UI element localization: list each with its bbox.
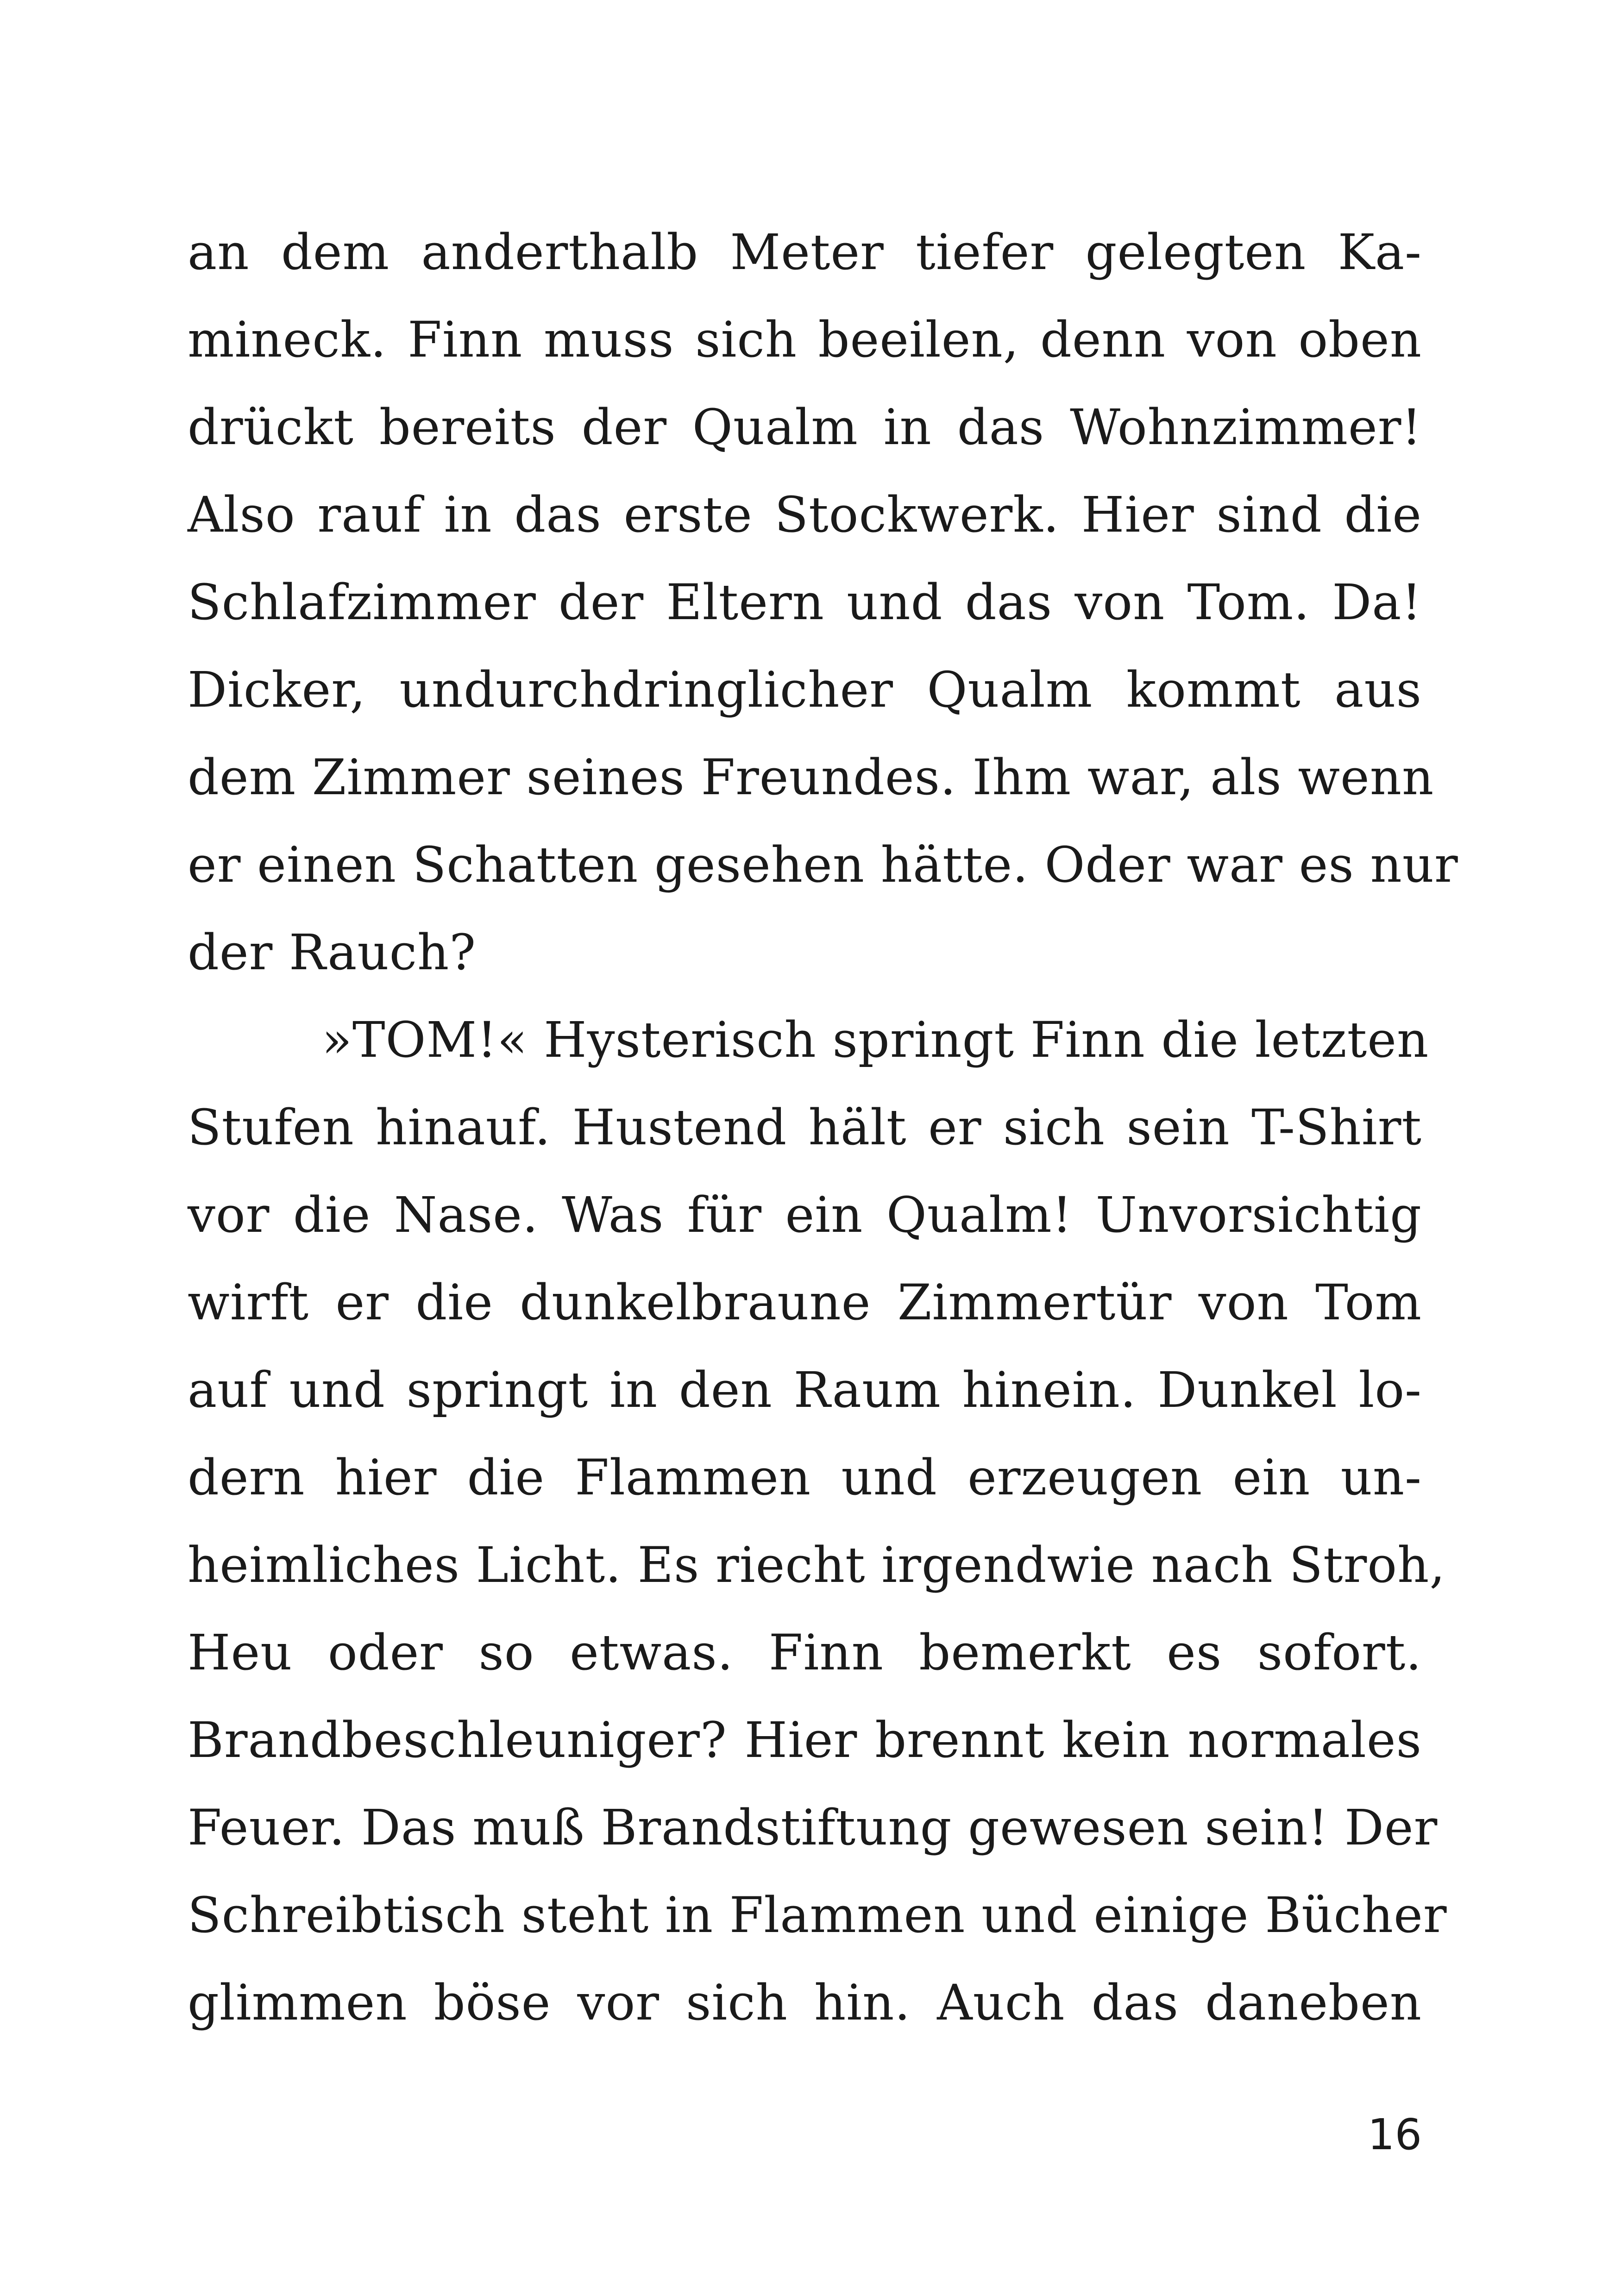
text-line: vor die Nase. Was für ein Qualm! Unvorsichtig: [188, 1186, 1422, 1243]
text-line: heimliches Licht. Es riecht irgendwie nach Stroh,: [188, 1537, 1446, 1593]
text-line: Also rauf in das erste Stockwerk. Hier sind die: [188, 486, 1422, 543]
text-line: Brandbeschleuniger? Hier brennt kein normales: [188, 1712, 1422, 1769]
text-line: auf und springt in den Raum hinein. Dunkel lo-: [188, 1361, 1422, 1418]
text-line: Feuer. Das muß Brandstiftung gewesen sein! Der: [188, 1799, 1438, 1856]
body-text: [188, 208, 1458, 2046]
text-line: Schlafzimmer der Eltern und das von Tom. Da!: [188, 574, 1422, 631]
text-line: »TOM!« Hysterisch springt Finn die letzten: [322, 1011, 1429, 1068]
text-line: wirft er die dunkelbraune Zimmertür von Tom: [188, 1274, 1422, 1331]
text-line: er einen Schatten gesehen hätte. Oder war es nur: [188, 836, 1458, 893]
text-line: dem Zimmer seines Freundes. Ihm war, als wenn: [188, 749, 1434, 806]
text-line: Schreibtisch steht in Flammen und einige Bücher: [188, 1887, 1447, 1944]
text-line: Stufen hinauf. Hustend hält er sich sein T-Shirt: [188, 1099, 1422, 1156]
text-line: drückt bereits der Qualm in das Wohnzimmer!: [188, 399, 1422, 456]
page-number: 16: [1367, 2110, 1422, 2159]
text-line: an dem anderthalb Meter tiefer gelegten Ka-: [188, 224, 1422, 281]
text-line: Heu oder so etwas. Finn bemerkt es sofort.: [188, 1624, 1422, 1681]
text-line: Dicker, undurchdringlicher Qualm kommt aus: [188, 661, 1422, 718]
text-line: der Rauch?: [188, 924, 477, 981]
text-line: mineck. Finn muss sich beeilen, denn von oben: [188, 311, 1422, 368]
text-line: dern hier die Flammen und erzeugen ein un-: [188, 1449, 1422, 1506]
text-line: glimmen böse vor sich hin. Auch das daneben: [188, 1974, 1422, 2031]
